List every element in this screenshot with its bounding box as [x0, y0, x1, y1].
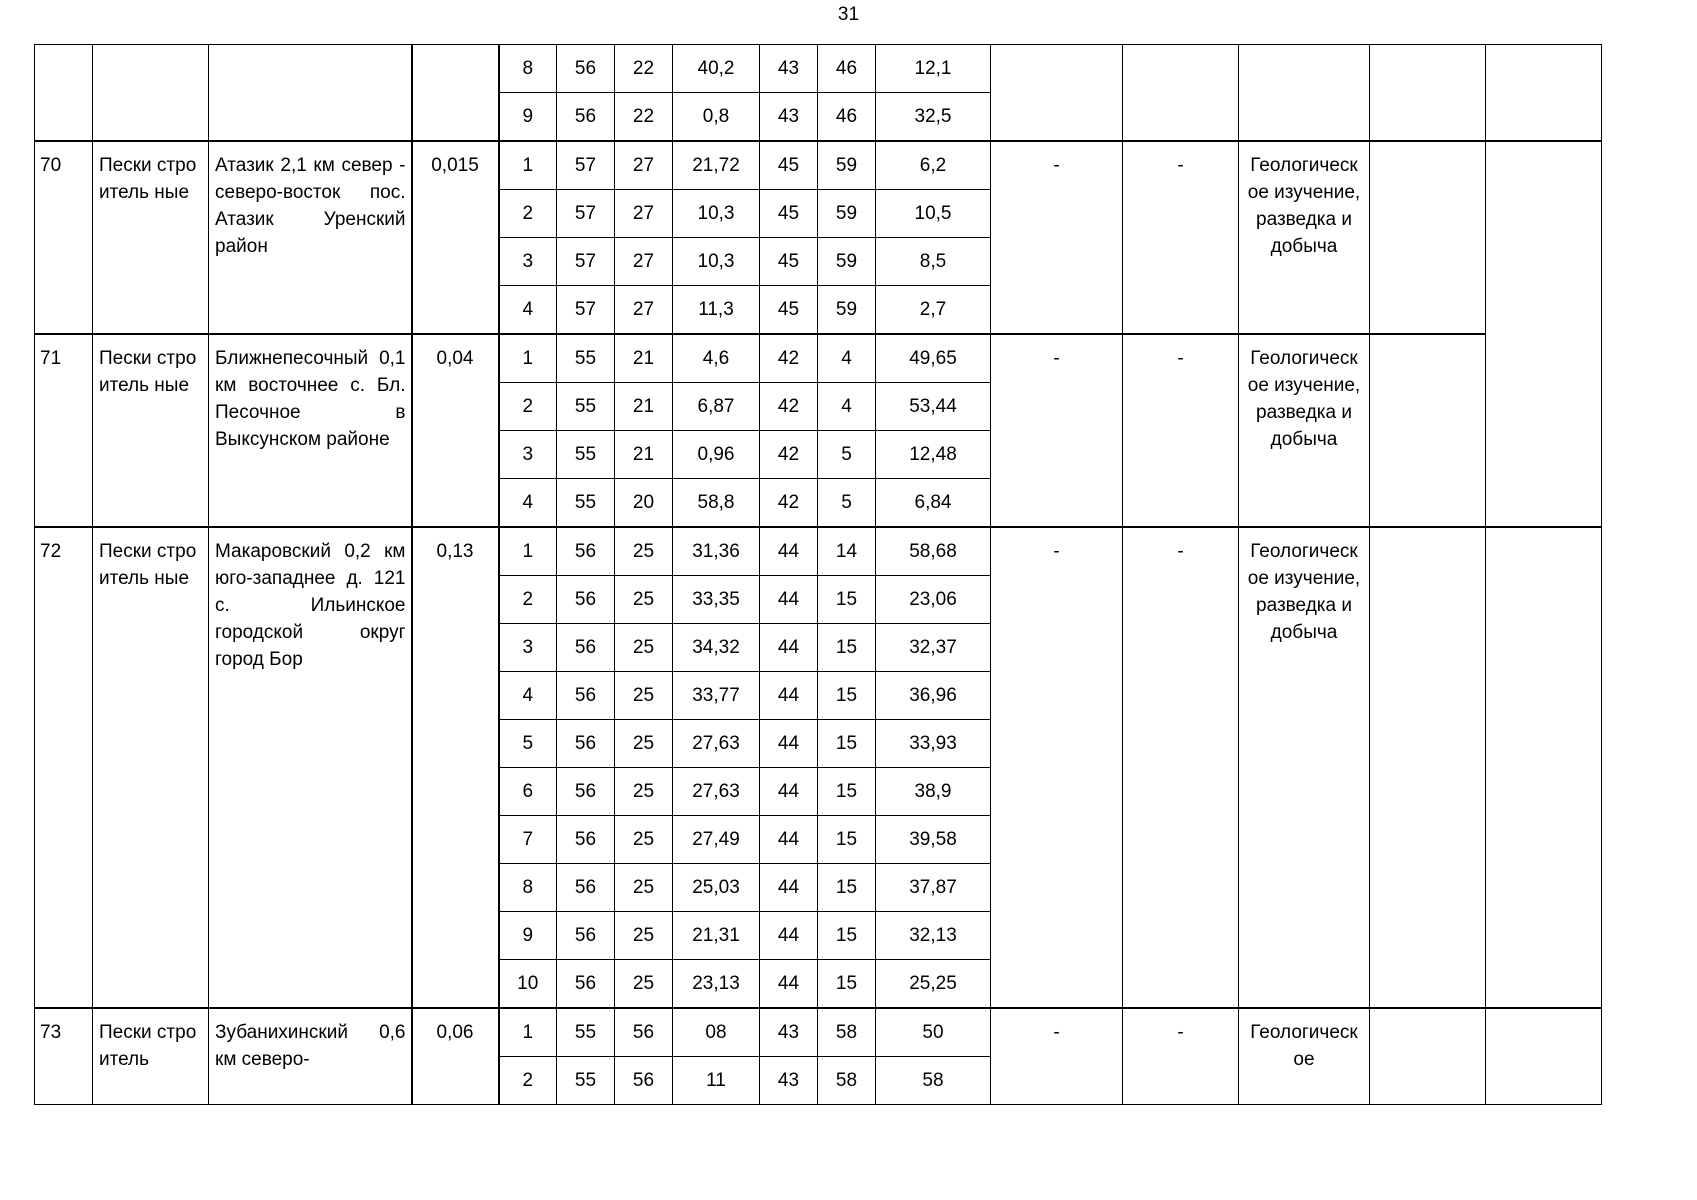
lat-degrees-cell: 56 — [557, 912, 615, 960]
lon-degrees-cell: 42 — [760, 479, 818, 528]
location-cell: Макаровский 0,2 км юго-западнее д. 121 с. Ильинское городской округ город Бор — [209, 527, 412, 1008]
lon-degrees-cell: 42 — [760, 383, 818, 431]
lat-degrees-cell: 55 — [557, 334, 615, 383]
extra-col-12-cell — [1370, 141, 1486, 334]
lat-seconds-cell: 0,8 — [673, 93, 760, 142]
lon-seconds-cell: 6,2 — [876, 141, 991, 190]
lon-seconds-cell: 49,65 — [876, 334, 991, 383]
number-cell: 71 — [35, 334, 93, 527]
lat-minutes-cell: 25 — [615, 720, 673, 768]
lon-degrees-cell: 45 — [760, 190, 818, 238]
lat-seconds-cell: 21,31 — [673, 912, 760, 960]
lon-seconds-cell: 53,44 — [876, 383, 991, 431]
purpose-cell: Геологическ ое изучение, разведка и добыча — [1239, 334, 1370, 527]
lon-degrees-cell: 45 — [760, 286, 818, 335]
point-number-cell: 7 — [499, 816, 557, 864]
lat-degrees-cell: 56 — [557, 576, 615, 624]
lon-seconds-cell: 8,5 — [876, 238, 991, 286]
lat-degrees-cell: 56 — [557, 816, 615, 864]
lon-minutes-cell: 15 — [818, 624, 876, 672]
extra-col-9-cell: - — [991, 334, 1123, 527]
lat-minutes-cell: 25 — [615, 768, 673, 816]
lat-minutes-cell: 25 — [615, 527, 673, 576]
mineral-type-cell: Пески строитель — [93, 1008, 209, 1105]
number-cell: 72 — [35, 527, 93, 1008]
lat-minutes-cell: 56 — [615, 1057, 673, 1105]
location-cell — [209, 45, 412, 142]
lon-degrees-cell: 44 — [760, 527, 818, 576]
lon-degrees-cell: 44 — [760, 864, 818, 912]
point-number-cell: 3 — [499, 238, 557, 286]
lat-minutes-cell: 21 — [615, 431, 673, 479]
lat-degrees-cell: 57 — [557, 286, 615, 335]
lat-degrees-cell: 56 — [557, 527, 615, 576]
area-cell — [412, 45, 499, 142]
lat-minutes-cell: 22 — [615, 93, 673, 142]
lon-minutes-cell: 15 — [818, 576, 876, 624]
lat-degrees-cell: 55 — [557, 383, 615, 431]
lon-seconds-cell: 58,68 — [876, 527, 991, 576]
lat-minutes-cell: 25 — [615, 960, 673, 1009]
extra-col-10-cell: - — [1123, 1008, 1239, 1105]
lat-seconds-cell: 34,32 — [673, 624, 760, 672]
lon-seconds-cell: 58 — [876, 1057, 991, 1105]
purpose-cell: Геологическ ое — [1239, 1008, 1370, 1105]
location-cell: Атазик 2,1 км север - северо-восток пос. Атазик Уренский район — [209, 141, 412, 334]
lat-seconds-cell: 33,35 — [673, 576, 760, 624]
lat-minutes-cell: 27 — [615, 141, 673, 190]
lat-degrees-cell: 56 — [557, 45, 615, 93]
point-number-cell: 2 — [499, 1057, 557, 1105]
lat-minutes-cell: 20 — [615, 479, 673, 528]
lon-degrees-cell: 44 — [760, 720, 818, 768]
point-number-cell: 10 — [499, 960, 557, 1009]
lon-seconds-cell: 6,84 — [876, 479, 991, 528]
lon-minutes-cell: 15 — [818, 672, 876, 720]
extra-col-10-cell — [1123, 45, 1239, 142]
area-cell: 0,13 — [412, 527, 499, 1008]
extra-col-10-cell: - — [1123, 141, 1239, 334]
point-number-cell: 1 — [499, 141, 557, 190]
point-number-cell: 6 — [499, 768, 557, 816]
lat-minutes-cell: 25 — [615, 576, 673, 624]
lon-seconds-cell: 12,1 — [876, 45, 991, 93]
location-cell: Зубанихинский 0,6 км северо- — [209, 1008, 412, 1105]
lat-seconds-cell: 31,36 — [673, 527, 760, 576]
point-number-cell: 2 — [499, 190, 557, 238]
lat-minutes-cell: 25 — [615, 624, 673, 672]
lon-minutes-cell: 59 — [818, 286, 876, 335]
extra-col-12-cell — [1370, 334, 1486, 527]
extra-col-12-cell — [1370, 527, 1486, 1008]
lat-minutes-cell: 27 — [615, 238, 673, 286]
location-cell: Ближнепесочный 0,1 км восточнее с. Бл. Песочное в Выксунском районе — [209, 334, 412, 527]
mineral-type-cell: Пески строитель ные — [93, 334, 209, 527]
lat-minutes-cell: 22 — [615, 45, 673, 93]
lat-degrees-cell: 55 — [557, 431, 615, 479]
mineral-type-cell: Пески строитель ные — [93, 527, 209, 1008]
lon-minutes-cell: 5 — [818, 479, 876, 528]
lon-minutes-cell: 15 — [818, 912, 876, 960]
table-row — [35, 527, 1602, 576]
lon-seconds-cell: 32,37 — [876, 624, 991, 672]
point-number-cell: 1 — [499, 1008, 557, 1057]
lon-minutes-cell: 58 — [818, 1057, 876, 1105]
lat-minutes-cell: 21 — [615, 334, 673, 383]
deposits-table — [34, 44, 1602, 1105]
extra-col-9-cell: - — [991, 1008, 1123, 1105]
lat-degrees-cell: 56 — [557, 768, 615, 816]
area-cell: 0,06 — [412, 1008, 499, 1105]
lon-minutes-cell: 58 — [818, 1008, 876, 1057]
lon-seconds-cell: 10,5 — [876, 190, 991, 238]
number-cell: 73 — [35, 1008, 93, 1105]
lon-minutes-cell: 15 — [818, 720, 876, 768]
lat-minutes-cell: 27 — [615, 286, 673, 335]
area-cell: 0,015 — [412, 141, 499, 334]
lat-seconds-cell: 4,6 — [673, 334, 760, 383]
extra-col-9-cell: - — [991, 141, 1123, 334]
extra-col-12-cell — [1370, 45, 1486, 142]
lon-seconds-cell: 50 — [876, 1008, 991, 1057]
point-number-cell: 8 — [499, 864, 557, 912]
lon-degrees-cell: 43 — [760, 1057, 818, 1105]
lon-seconds-cell: 38,9 — [876, 768, 991, 816]
extra-col-13-cell — [1486, 141, 1602, 527]
lon-minutes-cell: 46 — [818, 45, 876, 93]
number-cell: 70 — [35, 141, 93, 334]
lon-minutes-cell: 59 — [818, 238, 876, 286]
point-number-cell: 4 — [499, 286, 557, 335]
lon-minutes-cell: 59 — [818, 141, 876, 190]
mineral-type-cell: Пески строитель ные — [93, 141, 209, 334]
lon-degrees-cell: 44 — [760, 768, 818, 816]
point-number-cell: 8 — [499, 45, 557, 93]
lon-degrees-cell: 44 — [760, 624, 818, 672]
table-row — [35, 45, 1602, 93]
lat-seconds-cell: 6,87 — [673, 383, 760, 431]
mineral-type-cell — [93, 45, 209, 142]
lat-seconds-cell: 21,72 — [673, 141, 760, 190]
lat-seconds-cell: 58,8 — [673, 479, 760, 528]
lon-minutes-cell: 5 — [818, 431, 876, 479]
lon-minutes-cell: 15 — [818, 768, 876, 816]
lat-minutes-cell: 25 — [615, 672, 673, 720]
lon-seconds-cell: 33,93 — [876, 720, 991, 768]
lon-degrees-cell: 45 — [760, 141, 818, 190]
lat-minutes-cell: 56 — [615, 1008, 673, 1057]
lat-seconds-cell: 25,03 — [673, 864, 760, 912]
point-number-cell: 1 — [499, 527, 557, 576]
lon-seconds-cell: 25,25 — [876, 960, 991, 1009]
extra-col-13-cell — [1486, 527, 1602, 1008]
point-number-cell: 3 — [499, 624, 557, 672]
point-number-cell: 2 — [499, 383, 557, 431]
lon-seconds-cell: 32,5 — [876, 93, 991, 142]
table-row — [35, 334, 1602, 383]
extra-col-10-cell: - — [1123, 527, 1239, 1008]
lat-degrees-cell: 56 — [557, 624, 615, 672]
lon-seconds-cell: 39,58 — [876, 816, 991, 864]
lon-seconds-cell: 32,13 — [876, 912, 991, 960]
lat-minutes-cell: 25 — [615, 816, 673, 864]
lat-seconds-cell: 11 — [673, 1057, 760, 1105]
lon-minutes-cell: 15 — [818, 864, 876, 912]
lat-degrees-cell: 56 — [557, 864, 615, 912]
table-row — [35, 1008, 1602, 1057]
lon-minutes-cell: 4 — [818, 383, 876, 431]
lat-degrees-cell: 57 — [557, 190, 615, 238]
lat-minutes-cell: 25 — [615, 912, 673, 960]
point-number-cell: 1 — [499, 334, 557, 383]
lon-seconds-cell: 12,48 — [876, 431, 991, 479]
lat-seconds-cell: 08 — [673, 1008, 760, 1057]
lon-degrees-cell: 43 — [760, 45, 818, 93]
lat-minutes-cell: 27 — [615, 190, 673, 238]
lat-degrees-cell: 56 — [557, 720, 615, 768]
lon-minutes-cell: 14 — [818, 527, 876, 576]
lon-degrees-cell: 44 — [760, 960, 818, 1009]
lon-degrees-cell: 45 — [760, 238, 818, 286]
lon-seconds-cell: 37,87 — [876, 864, 991, 912]
extra-col-13-cell — [1486, 1008, 1602, 1105]
number-cell — [35, 45, 93, 142]
table-body — [35, 45, 1602, 1105]
lat-seconds-cell: 11,3 — [673, 286, 760, 335]
lat-seconds-cell: 27,63 — [673, 720, 760, 768]
lat-minutes-cell: 21 — [615, 383, 673, 431]
lat-seconds-cell: 40,2 — [673, 45, 760, 93]
lat-degrees-cell: 57 — [557, 238, 615, 286]
point-number-cell: 4 — [499, 479, 557, 528]
lon-degrees-cell: 42 — [760, 334, 818, 383]
lat-degrees-cell: 55 — [557, 1057, 615, 1105]
lon-degrees-cell: 43 — [760, 93, 818, 142]
lat-seconds-cell: 23,13 — [673, 960, 760, 1009]
area-cell: 0,04 — [412, 334, 499, 527]
page-number: 31 — [837, 4, 860, 25]
point-number-cell: 9 — [499, 912, 557, 960]
extra-col-12-cell — [1370, 1008, 1486, 1105]
lon-minutes-cell: 15 — [818, 816, 876, 864]
extra-col-9-cell — [991, 45, 1123, 142]
lat-degrees-cell: 57 — [557, 141, 615, 190]
lon-degrees-cell: 44 — [760, 912, 818, 960]
lon-degrees-cell: 44 — [760, 816, 818, 864]
lat-seconds-cell: 27,63 — [673, 768, 760, 816]
purpose-cell: Геологическ ое изучение, разведка и добыча — [1239, 527, 1370, 1008]
lon-degrees-cell: 43 — [760, 1008, 818, 1057]
lon-degrees-cell: 44 — [760, 576, 818, 624]
lon-degrees-cell: 44 — [760, 672, 818, 720]
lon-degrees-cell: 42 — [760, 431, 818, 479]
table-row — [35, 141, 1602, 190]
lat-minutes-cell: 25 — [615, 864, 673, 912]
lon-minutes-cell: 59 — [818, 190, 876, 238]
lat-degrees-cell: 56 — [557, 672, 615, 720]
lat-degrees-cell: 56 — [557, 960, 615, 1009]
lat-seconds-cell: 0,96 — [673, 431, 760, 479]
lon-minutes-cell: 15 — [818, 960, 876, 1009]
lat-seconds-cell: 33,77 — [673, 672, 760, 720]
lon-seconds-cell: 23,06 — [876, 576, 991, 624]
lon-seconds-cell: 36,96 — [876, 672, 991, 720]
lon-minutes-cell: 46 — [818, 93, 876, 142]
extra-col-10-cell: - — [1123, 334, 1239, 527]
point-number-cell: 9 — [499, 93, 557, 142]
point-number-cell: 2 — [499, 576, 557, 624]
lat-degrees-cell: 56 — [557, 93, 615, 142]
lat-seconds-cell: 27,49 — [673, 816, 760, 864]
lat-degrees-cell: 55 — [557, 1008, 615, 1057]
lat-seconds-cell: 10,3 — [673, 190, 760, 238]
point-number-cell: 5 — [499, 720, 557, 768]
extra-col-13-cell — [1486, 45, 1602, 142]
lat-seconds-cell: 10,3 — [673, 238, 760, 286]
extra-col-9-cell: - — [991, 527, 1123, 1008]
lon-seconds-cell: 2,7 — [876, 286, 991, 335]
point-number-cell: 4 — [499, 672, 557, 720]
purpose-cell: Геологическ ое изучение, разведка и добыча — [1239, 141, 1370, 334]
purpose-cell — [1239, 45, 1370, 142]
lat-degrees-cell: 55 — [557, 479, 615, 528]
point-number-cell: 3 — [499, 431, 557, 479]
lon-minutes-cell: 4 — [818, 334, 876, 383]
